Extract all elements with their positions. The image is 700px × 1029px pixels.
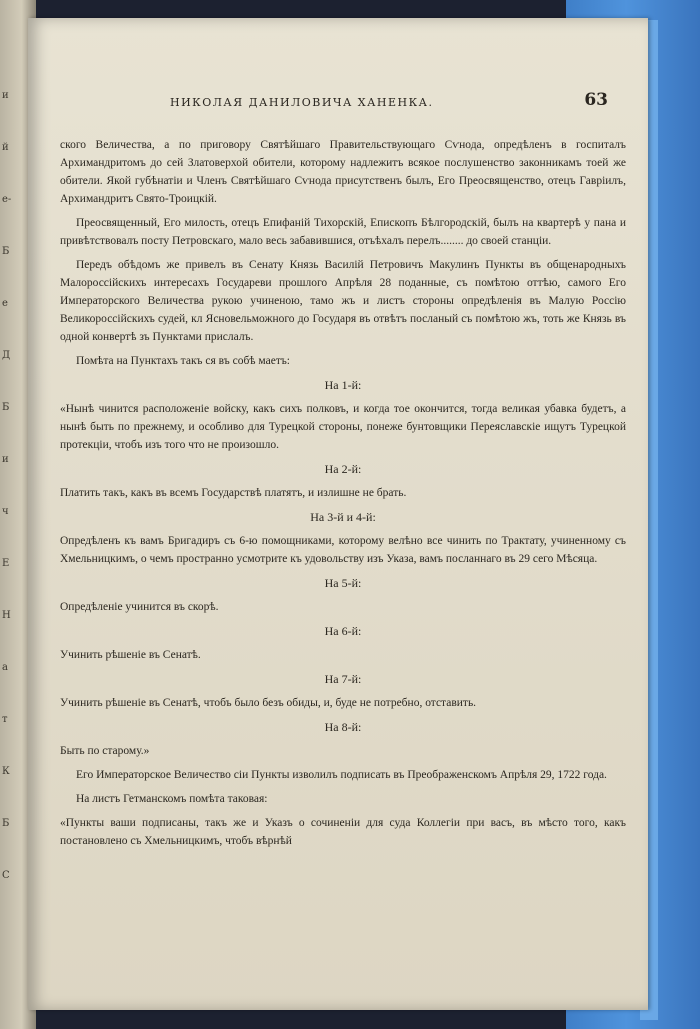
paragraph: «Пункты ваши подписаны, такъ же и Указъ о сочиненіи для суда Коллегіи при васъ, въ мѣсто того, какъ постановлено съ Хмельницкимъ, чтобъ вѣрнѣй bbox=[60, 817, 626, 847]
page-number: 63 bbox=[584, 90, 608, 110]
section-heading: На 5-й: bbox=[324, 576, 362, 590]
facing-page-fragment: Б bbox=[2, 402, 10, 413]
paragraph: Платить такъ, какъ въ всемъ Государствѣ платятъ, и излишне не брать. bbox=[60, 487, 407, 499]
paragraph: ского Величества, а по приговору Святѣйшаго Правительствующаго Сѵнода, опредѣленъ в госпиталъ Архимандритомъ до сей Златоверхой обители, которому надлежитъ всякое послушенство законникамъ тоей же обители. Якой губѣнатіи и Членъ Святѣйшаго Сѵнода присутственъ былъ, Его Преосвященство, отецъ Гавріилъ, Архимандритъ Свято-Троицкій. bbox=[60, 139, 626, 205]
facing-page-fragment: Б bbox=[2, 246, 10, 257]
paragraph: Помѣта на Пунктахъ такъ ся въ собѣ маетъ: bbox=[76, 355, 290, 367]
section-heading: На 2-й: bbox=[324, 462, 362, 476]
section-heading: На 8-й: bbox=[324, 720, 362, 734]
facing-page-fragment: и bbox=[2, 90, 9, 101]
paragraph: «Нынѣ чинится расположеніе войску, какъ сихъ полковъ, и когда тое окончится, тогда великая убавка будетъ, а нынѣ быть по прежнему, и особливо для Турецкой стороны, понеже бунтовщики Переяславскіе ищутъ Турецкой протекціи, чтобъ изъ того что не произошло. bbox=[60, 403, 626, 451]
paragraph: Опредѣленъ къ вамъ Бригадиръ съ 6-ю помощниками, которому велѣно все чинить по Трактату, учиненному съ Хмельницкимъ, о чемъ пространно усмотрите къ удовольству изъ Указа, вамъ посланнаго въ 29 сего Мѣсяца. bbox=[60, 535, 626, 565]
paragraph: Передъ обѣдомъ же привелъ въ Сенату Князь Василій Петровичъ Макулинъ Пункты въ общенародныхъ Малороссійскихъ интересахъ Государеви прошлого Апрѣля 28 поданные, съ помѣтою оттѣю, самого Его Императорского Величества рукою учиненою, тамо жъ и листъ стороны опредѣленія въ Малую Россію Великороссійскихъ судей, кл Ясновельможного до Государя въ отвѣтъ посланый съ помѣтою жъ, тоть же Князь въ одной конвертѣ зъ Пунктами прислалъ. bbox=[60, 259, 626, 343]
section-heading: На 1-й: bbox=[324, 378, 362, 392]
facing-page-fragment: Н bbox=[2, 610, 11, 621]
page-body bbox=[60, 136, 626, 856]
facing-page-fragment: Б bbox=[2, 818, 10, 829]
running-head: НИКОЛАЯ ДАНИЛОВИЧА ХАНЕНКА. bbox=[170, 96, 434, 109]
facing-page-fragment: Е bbox=[2, 558, 10, 569]
section-heading: На 7-й: bbox=[324, 672, 362, 686]
facing-page-fragment: е bbox=[2, 298, 8, 309]
paragraph: Учинить рѣшеніе въ Сенатѣ, чтобъ было безъ обиды, и, буде не потребно, отставить. bbox=[60, 697, 477, 709]
section-heading: На 6-й: bbox=[324, 624, 362, 638]
facing-page-fragment: т bbox=[2, 714, 8, 725]
facing-page-fragment: а bbox=[2, 662, 8, 673]
paragraph: На листъ Гетманскомъ помѣта таковая: bbox=[76, 793, 268, 805]
paragraph: Опредѣленіе учинится въ скорѣ. bbox=[60, 601, 219, 613]
paragraph: Учинить рѣшеніе въ Сенатѣ. bbox=[60, 649, 201, 661]
page-header bbox=[60, 90, 608, 114]
facing-page-fragment: и bbox=[2, 454, 9, 465]
book-page bbox=[28, 18, 648, 1010]
facing-page-fragment: й bbox=[2, 142, 9, 153]
facing-page-fragment: С bbox=[2, 870, 10, 881]
facing-page-fragment: К bbox=[2, 766, 10, 777]
paragraph: Преосвященный, Его милость, отецъ Епифаній Тихорскій, Епископъ Бѣлгородскій, былъ на квартерѣ у пана и привѣтствовалъ посту Петровскаго, мало весь забавившися, отъѣхалъ перелъ........ до своей станціи. bbox=[60, 217, 626, 247]
section-heading: На 3-й и 4-й: bbox=[310, 510, 376, 524]
paragraph: Быть по старому.» bbox=[60, 745, 150, 757]
facing-page-fragment: Д bbox=[2, 350, 11, 361]
facing-page-fragment: ч bbox=[2, 506, 9, 517]
paragraph: Его Императорское Величество сіи Пункты изволилъ подписать въ Преображенскомъ Апрѣля 29, 1722 года. bbox=[76, 769, 607, 781]
facing-page-fragment: е- bbox=[2, 194, 12, 205]
